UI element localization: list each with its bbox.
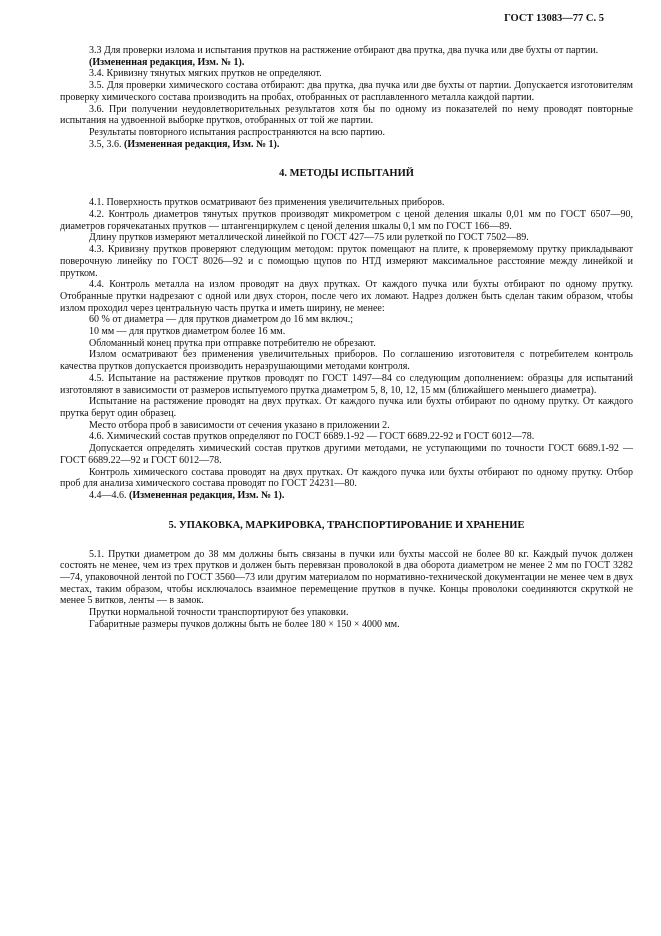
paragraph-5-1-transport: Прутки нормальной точности транспортируют без упаковки. — [89, 607, 349, 619]
amendment-note — [60, 490, 633, 502]
paragraph-4-4-item-1: 60 % от диаметра — для прутков диаметром до 16 мм включ.; — [89, 314, 353, 326]
paragraph-4-6-control: Контроль химического состава проводят на двух прутках. От каждого пучка или бухты отбирают по одному прутку. Отбор проб для анализа химического состава проводят по ГОСТ 24231—80. — [60, 466, 633, 490]
paragraph-4-2: 4.2. Контроль диаметров тянутых прутков производят микрометром с ценой деления шкалы 0,01 мм по ГОСТ 6507—90, диаметров горячекатаных прутков — штангенциркулем с ценой деления шкалы 0,1 мм по ГОСТ 166—89. — [60, 209, 633, 232]
page-body — [60, 45, 633, 631]
paragraph-3-5: 3.5. Для проверки химического состава отбирают: два прутка, два пучка или две бухты от партии. Допускается изготовителям проверку химического состава производить на пробах, отобранных от расплавленного металла каждой партии. — [60, 80, 633, 103]
amendment-note — [60, 57, 633, 69]
paragraph-4-6-methods: Допускается определять химический состав прутков другими методами, не уступающими по точности ГОСТ 6689.1-92 — ГОСТ 6689.22—92 и ГОСТ 6012—78. — [60, 443, 633, 466]
paragraph-4-5: 4.5. Испытание на растяжение прутков проводят по ГОСТ 1497—84 со следующим дополнением: образцы для испытаний изготовляют в зависимости от размеров испытуемого прутка диаметром 5, 8, 10, 12, 15 мм (ближайшего меньшего диаметра). — [60, 372, 633, 396]
paragraph-4-1: 4.1. Поверхность прутков осматривают без применения увеличительных приборов. — [89, 197, 445, 209]
paragraph-3-3: 3.3 Для проверки излома и испытания прутков на растяжение отбирают два прутка, два пучка или две бухты от партии. — [89, 45, 599, 56]
paragraph-4-6: 4.6. Химический состав прутков определяют по ГОСТ 6689.1-92 — ГОСТ 6689.22-92 и ГОСТ 6012—78. — [89, 431, 535, 443]
paragraph-4-2-length: Длину прутков измеряют металлической линейкой по ГОСТ 427—75 или рулеткой по ГОСТ 7502—89. — [89, 232, 529, 244]
paragraph-3-4: 3.4. Кривизну тянутых мягких прутков не определяют. — [89, 68, 322, 80]
running-head: ГОСТ 13083—77 С. 5 — [504, 13, 604, 24]
paragraph-4-4: 4.4. Контроль металла на излом проводят на двух прутках. От каждого пучка или бухты отбирают по одному прутку. Отобранные прутки надрезают с одной или двух сторон, после чего их ломают. Надрез должен быть сделан таким образом, чтобы излом проходил через центральную часть прутка и иметь ширину, не менее: — [60, 279, 633, 314]
amendment-label: (Измененная редакция, Изм. № 1). — [89, 56, 245, 68]
section-heading-5: 5. УПАКОВКА, МАРКИРОВКА, ТРАНСПОРТИРОВАНИЕ И ХРАНЕНИЕ — [168, 519, 525, 531]
amendment-label: (Измененная редакция, Изм. № 1). — [124, 138, 280, 150]
paragraph-5-1-dimensions: Габаритные размеры пучков должны быть не более 180 × 150 × 4000 мм. — [89, 618, 400, 630]
paragraph-4-3: 4.3. Кривизну прутков проверяют следующим методом: пруток помещают на плите, к проверяемому прутку прикладывают поверочную линейку по ГОСТ 8026—92 и с помощью щупов по НТД измеряют максимальное расстояние между линейкой и прутком. — [60, 244, 633, 279]
paragraph-4-4-end: Обломанный конец прутка при отправке потребителю не обрезают. — [89, 337, 376, 349]
paragraph-5-1: 5.1. Прутки диаметром до 38 мм должны быть связаны в пучки или бухты массой не более 80 кг. Каждый пучок должен состоять не менее, чем из трех прутков и должен быть перевязан проволокой в два оборота диаметром не менее 2 мм по ГОСТ 3282—74, упаковочной лентой по ГОСТ 3560—73 или другим материалом по нормативно-технической документации не менее чем в двух местах, таким образом, чтобы исключалось взаимное перемещение прутков в пучке. Концы проволоки соединяются скруткой не менее 5 витков, ленты — в замок. — [60, 548, 633, 607]
paragraph-3-6: 3.6. При получении неудовлетворительных результатов хотя бы по одному из показателей по нему проводят повторные испытания на удвоенной выборке прутков, отобранных от той же партии. — [60, 103, 633, 127]
section-heading-4: 4. МЕТОДЫ ИСПЫТАНИЙ — [279, 168, 414, 180]
amendment-ref: 3.5, 3.6. — [89, 138, 124, 150]
amendment-label: (Измененная редакция, Изм. № 1). — [129, 489, 285, 501]
paragraph-4-4-fracture: Излом осматривают без применения увеличительных приборов. По соглашению изготовителя с потребителем контроль качества прутков допускается производить неразрушающими методами контроля. — [60, 349, 633, 373]
paragraph-4-4-item-2: 10 мм — для прутков диаметром более 16 мм. — [89, 326, 286, 338]
paragraph-3-6-results: Результаты повторного испытания распространяются на всю партию. — [89, 126, 385, 138]
paragraph-4-5-tension: Испытание на растяжение проводят на двух прутках. От каждого пучка или бухты отбирают по одному прутку. От каждого прутка берут один образец. — [60, 396, 633, 419]
amendment-ref: 4.4—4.6. — [89, 489, 129, 501]
amendment-note — [60, 139, 633, 151]
paragraph-4-5-sampling: Место отбора проб в зависимости от сечения указано в приложении 2. — [89, 419, 390, 431]
